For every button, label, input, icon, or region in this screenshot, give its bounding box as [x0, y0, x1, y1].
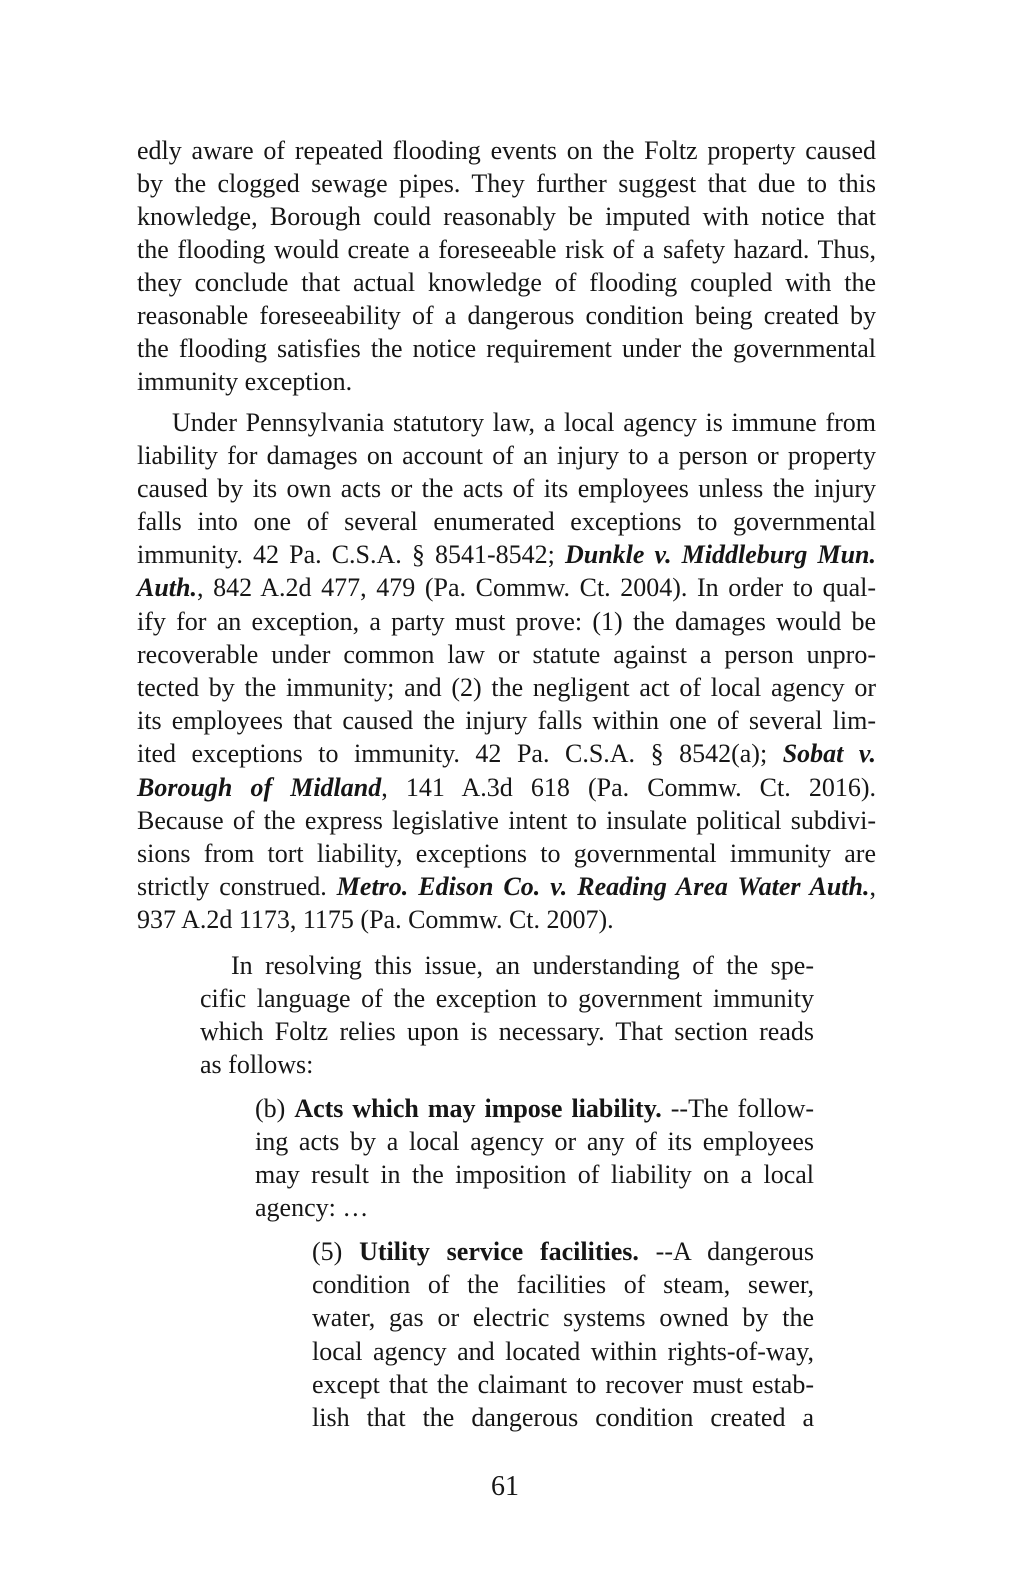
text-line: recoverable under common law or statute against a person unpro-: [137, 639, 876, 669]
case-citation: Auth.: [137, 573, 197, 603]
statute-subsection: [255, 1092, 814, 1225]
text-line: liability for damages on account of an injury to a person or property: [137, 440, 876, 470]
text-line: 937 A.2d 1173, 1175 (Pa. Commw. Ct. 2007).: [137, 905, 614, 935]
text-line: as follows:: [200, 1049, 314, 1079]
text-line: [255, 1092, 814, 1125]
text-line: [137, 870, 876, 903]
text-line: ing acts by a local agency or any of its employees: [255, 1126, 814, 1156]
case-citation: Sobat v.: [782, 739, 877, 769]
text-line: ify for an exception, a party must prove: (1) the damages would be: [137, 606, 876, 636]
text-segment: ited exceptions to immunity. 42 Pa. C.S.A. § 8542(a);: [137, 739, 783, 769]
paragraph-marker: (5): [312, 1236, 360, 1266]
text-line: reasonable foreseeability of a dangerous condition being created by: [137, 300, 876, 330]
text-line: [137, 737, 876, 770]
subsection-marker: (b): [255, 1093, 295, 1123]
text-line: may result in the imposition of liability on a local: [255, 1160, 814, 1190]
text-segment: --The follow-: [661, 1093, 815, 1123]
text-segment: , 141 A.3d 618 (Pa. Commw. Ct. 2016).: [381, 772, 876, 802]
text-line: tected by the immunity; and (2) the negligent act of local agency or: [137, 673, 876, 702]
page-number: 61: [491, 1471, 519, 1502]
case-citation: Metro. Edison Co. v. Reading Area Water Auth.: [336, 872, 870, 902]
text-line: In resolving this issue, an understanding of the spe-: [231, 950, 814, 980]
text-segment: immunity. 42 Pa. C.S.A. § 8541-8542;: [137, 540, 565, 570]
block-quote: [200, 949, 814, 1081]
text-line: knowledge, Borough could reasonably be imputed with notice that: [137, 201, 876, 231]
text-line: immunity exception.: [137, 367, 353, 397]
paragraph: [137, 134, 876, 399]
text-segment: , 842 A.2d 477, 479 (Pa. Commw. Ct. 2004). In order to qual-: [197, 573, 876, 603]
text-line: Under Pennsylvania statutory law, a local agency is immune from: [172, 407, 876, 437]
text-line: cific language of the exception to government immunity: [200, 983, 814, 1013]
text-line: [137, 771, 876, 804]
text-line: water, gas or electric systems owned by the: [312, 1303, 814, 1333]
text-line: [312, 1235, 814, 1268]
text-line: falls into one of several enumerated exceptions to governmental: [137, 507, 876, 537]
text-line: local agency and located within rights-of-way,: [312, 1336, 814, 1366]
text-line: [137, 538, 876, 571]
text-line: condition of the facilities of steam, sewer,: [312, 1269, 814, 1299]
text-line: which Foltz relies upon is necessary. That section reads: [200, 1016, 814, 1046]
statute-paragraph: [312, 1235, 814, 1435]
text-segment: --A dangerous: [638, 1236, 814, 1266]
text-line: they conclude that actual knowledge of flooding coupled with the: [137, 267, 876, 297]
case-citation: Dunkle v. Middleburg Mun.: [564, 540, 876, 570]
text-line: lish that the dangerous condition created a: [312, 1403, 814, 1433]
case-citation: Borough of Midland: [137, 772, 382, 802]
statute-heading: Acts which may impose liability.: [294, 1093, 662, 1123]
text-line: edly aware of repeated flooding events on the Foltz property caused: [137, 135, 876, 165]
text-line: the flooding satisfies the notice requirement under the governmental: [137, 334, 876, 364]
text-segment: strictly construed.: [137, 872, 337, 902]
text-line: except that the claimant to recover must estab-: [312, 1370, 814, 1400]
text-segment: ,: [869, 872, 876, 902]
paragraph: [137, 406, 876, 937]
text-line: its employees that caused the injury falls within one of several lim-: [137, 706, 876, 736]
text-line: by the clogged sewage pipes. They further suggest that due to this: [137, 168, 876, 198]
text-line: sions from tort liability, exceptions to governmental immunity are: [137, 838, 876, 868]
text-line: [137, 571, 876, 604]
text-line: agency: …: [255, 1193, 369, 1223]
text-line: Because of the express legislative intent to insulate political subdivi-: [137, 805, 876, 835]
text-line: caused by its own acts or the acts of its employees unless the injury: [137, 473, 876, 503]
text-line: the flooding would create a foreseeable risk of a safety hazard. Thus,: [137, 234, 876, 264]
statute-heading: Utility service facilities.: [359, 1236, 639, 1266]
